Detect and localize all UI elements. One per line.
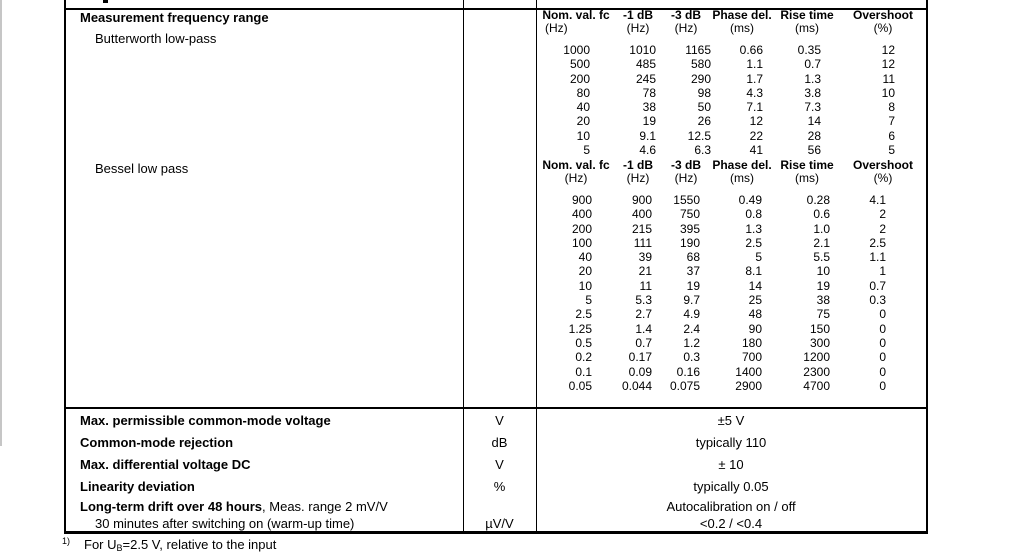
freq-data-cell: 400 (631, 207, 652, 222)
footnote-text-post: =2.5 V, relative to the input (122, 537, 277, 552)
freq-data-cell: 500 (569, 57, 590, 72)
freq-data-cell: 0 (879, 335, 886, 350)
filter-label-bessel: Bessel low pass (95, 161, 189, 176)
freq-data-cell: 3.8 (804, 85, 821, 100)
bessel-table-body (537, 193, 925, 393)
freq-data-row (537, 336, 925, 350)
column-unit: (%) (873, 21, 893, 35)
footnote-text-pre: For U (84, 537, 117, 552)
column-header: -1 dB (623, 158, 653, 172)
freq-data-cell: 0.7 (869, 278, 886, 293)
spec-unit: % (493, 478, 506, 494)
freq-data-row (537, 307, 925, 321)
freq-data-cell: 0.2 (575, 350, 592, 365)
freq-data-cell: 5 (755, 250, 762, 265)
freq-data-row (537, 114, 925, 128)
footnote-subscript: B (116, 543, 123, 553)
freq-data-cell: 0.17 (628, 350, 652, 365)
filter-label-butterworth: Butterworth low-pass (95, 31, 217, 46)
column-unit: (Hz) (674, 21, 698, 35)
freq-data-cell: 37 (686, 264, 700, 279)
freq-data-cell: 0.3 (683, 350, 700, 365)
freq-data-cell: 0.66 (739, 43, 763, 57)
freq-data-cell: 0.16 (676, 364, 700, 379)
freq-data-cell: 1.4 (635, 321, 652, 336)
freq-data-row (537, 222, 925, 236)
freq-data-cell: 0 (879, 307, 886, 322)
freq-data-row (537, 129, 925, 143)
freq-data-cell: 395 (679, 221, 700, 236)
freq-data-cell: 200 (571, 221, 592, 236)
freq-data-cell: 10 (881, 85, 895, 100)
butterworth-table (537, 9, 925, 157)
bessel-units-row (537, 172, 925, 193)
freq-data-cell: 8.1 (745, 264, 762, 279)
bessel-table (537, 159, 925, 393)
freq-data-cell: 580 (690, 57, 711, 72)
page-edge-strip (0, 0, 2, 446)
freq-data-row (537, 250, 925, 264)
freq-data-cell: 40 (578, 250, 592, 265)
freq-data-cell: 1200 (803, 350, 830, 365)
freq-data-cell: 1400 (735, 364, 762, 379)
clipped-text-remnant (103, 0, 108, 3)
freq-data-cell: 5 (585, 293, 592, 308)
freq-data-cell: 0.044 (621, 378, 652, 393)
freq-data-row (537, 100, 925, 114)
freq-data-row (537, 379, 925, 393)
freq-data-cell: 41 (749, 143, 763, 158)
freq-data-cell: 75 (816, 307, 830, 322)
freq-data-cell: 38 (642, 100, 656, 115)
freq-data-cell: 0.49 (738, 193, 762, 207)
spec-unit: dB (491, 434, 508, 450)
column-header: Phase del. (712, 8, 772, 22)
freq-data-row (537, 72, 925, 86)
freq-data-cell: 6 (888, 128, 895, 143)
freq-data-row (537, 293, 925, 307)
column-unit: (ms) (795, 21, 819, 35)
freq-data-cell: 0.5 (575, 335, 592, 350)
spec-row-differential-voltage (66, 453, 926, 475)
spec-value: <0.2 / <0.4 (699, 516, 763, 531)
freq-data-cell: 0.075 (669, 378, 700, 393)
freq-data-cell: 8 (888, 100, 895, 115)
spec-label: Linearity deviation (80, 478, 195, 494)
freq-data-cell: 12 (881, 57, 895, 72)
freq-data-cell: 190 (679, 235, 700, 250)
freq-data-cell: 400 (571, 207, 592, 222)
spec-row-long-term-drift (66, 497, 926, 515)
spec-value: ±5 V (717, 412, 745, 428)
butterworth-table-body (537, 43, 925, 157)
butterworth-units-row (537, 22, 925, 43)
spec-label: Common-mode rejection (80, 434, 234, 450)
spec-row-warm-up-time (66, 515, 926, 532)
freq-data-cell: 25 (748, 293, 762, 308)
spec-label: Max. permissible common-mode voltage (80, 412, 331, 428)
spec-value: ± 10 (718, 456, 744, 472)
freq-data-cell: 2300 (803, 364, 830, 379)
freq-data-cell: 900 (571, 193, 592, 207)
column-unit: (ms) (795, 171, 819, 185)
freq-data-cell: 1.1 (869, 250, 886, 265)
column-unit: (Hz) (564, 171, 588, 185)
column-unit: (Hz) (674, 171, 698, 185)
freq-data-cell: 1.7 (746, 71, 763, 86)
column-unit: (Hz) (626, 21, 650, 35)
column-unit: (ms) (730, 171, 754, 185)
spec-row-linearity-deviation (66, 475, 926, 497)
spec-unit: V (495, 456, 504, 472)
spec-label: Max. differential voltage DC (80, 456, 251, 472)
spec-label: 30 minutes after switching on (warm-up time) (95, 516, 355, 531)
spec-value: typically 110 (695, 434, 767, 450)
freq-data-cell: 38 (816, 293, 830, 308)
freq-data-cell: 1.0 (813, 221, 830, 236)
spec-value: Autocalibration on / off (666, 498, 796, 514)
freq-data-cell: 2.1 (813, 235, 830, 250)
freq-data-cell: 2.5 (745, 235, 762, 250)
freq-data-cell: 4.6 (639, 143, 656, 158)
freq-data-cell: 7 (888, 114, 895, 129)
footnote-marker: 1) (62, 536, 71, 546)
column-header: Nom. val. fc (542, 158, 610, 172)
column-unit: (%) (873, 171, 893, 185)
freq-data-row (537, 57, 925, 71)
freq-data-cell: 5.3 (635, 293, 652, 308)
specification-table (64, 0, 928, 534)
freq-data-cell: 80 (576, 85, 590, 100)
column-header: -3 dB (671, 158, 701, 172)
freq-data-cell: 2.4 (683, 321, 700, 336)
freq-data-cell: 6.3 (694, 143, 711, 158)
column-header: Rise time (780, 158, 834, 172)
spec-row-common-mode-voltage (66, 409, 926, 431)
freq-data-cell: 10 (578, 278, 592, 293)
freq-data-row (537, 43, 925, 57)
freq-data-cell: 0.3 (869, 293, 886, 308)
freq-data-cell: 12 (749, 114, 763, 129)
freq-data-cell: 0.6 (813, 207, 830, 222)
freq-data-cell: 7.1 (746, 100, 763, 115)
freq-data-cell: 1010 (629, 43, 656, 57)
freq-data-cell: 26 (697, 114, 711, 129)
freq-data-cell: 1.3 (745, 221, 762, 236)
freq-data-cell: 1.25 (568, 321, 592, 336)
freq-data-cell: 2 (879, 207, 886, 222)
column-unit: (Hz) (626, 171, 650, 185)
freq-data-cell: 5 (888, 143, 895, 158)
freq-data-cell: 2.5 (575, 307, 592, 322)
section-label-frequency-range: Measurement frequency range (80, 10, 269, 25)
spec-row-common-mode-rejection (66, 431, 926, 453)
freq-data-cell: 0 (879, 378, 886, 393)
freq-data-cell: 0 (879, 350, 886, 365)
freq-data-cell: 485 (635, 57, 656, 72)
freq-data-cell: 1.2 (683, 335, 700, 350)
freq-data-cell: 200 (569, 71, 590, 86)
freq-data-cell: 56 (807, 143, 821, 158)
freq-data-cell: 0 (879, 321, 886, 336)
freq-data-cell: 1165 (685, 43, 711, 57)
freq-data-cell: 4.3 (746, 85, 763, 100)
freq-data-cell: 0.35 (797, 43, 821, 57)
freq-data-cell: 40 (576, 100, 590, 115)
column-header: -1 dB (623, 8, 653, 22)
freq-data-cell: 750 (679, 207, 700, 222)
freq-data-cell: 4.9 (683, 307, 700, 322)
column-header: Overshoot (852, 158, 913, 172)
freq-data-cell: 180 (741, 335, 762, 350)
freq-data-cell: 0.7 (804, 57, 821, 72)
freq-data-cell: 1 (879, 264, 886, 279)
freq-data-cell: 2900 (735, 378, 762, 393)
column-unit: (ms) (730, 21, 754, 35)
freq-data-cell: 19 (686, 278, 700, 293)
freq-data-cell: 0.1 (575, 364, 592, 379)
footnote (62, 536, 276, 553)
freq-data-cell: 0.05 (568, 378, 592, 393)
column-header: Nom. val. fc (542, 8, 610, 22)
freq-data-cell: 12 (881, 43, 895, 57)
freq-data-cell: 12.5 (687, 128, 711, 143)
footnote-text (84, 537, 276, 552)
freq-data-cell: 150 (809, 321, 830, 336)
freq-data-cell: 0 (879, 364, 886, 379)
spec-rows (66, 409, 926, 532)
freq-data-cell: 4.1 (869, 193, 886, 207)
freq-data-cell: 11 (639, 278, 652, 293)
freq-data-cell: 700 (741, 350, 762, 365)
freq-data-cell: 90 (748, 321, 762, 336)
freq-data-row (537, 86, 925, 100)
spec-unit: µV/V (485, 516, 514, 531)
spec-unit: V (495, 412, 504, 428)
freq-data-cell: 1550 (673, 193, 700, 207)
freq-data-cell: 39 (638, 250, 652, 265)
freq-data-row (537, 322, 925, 336)
freq-data-cell: 0.28 (806, 193, 830, 207)
freq-data-cell: 22 (749, 128, 763, 143)
freq-data-cell: 14 (807, 114, 821, 129)
freq-data-cell: 9.1 (639, 128, 656, 143)
freq-data-row (537, 365, 925, 379)
freq-data-cell: 1000 (563, 43, 590, 57)
freq-data-cell: 98 (697, 85, 711, 100)
freq-data-row (537, 236, 925, 250)
freq-data-cell: 50 (697, 100, 711, 115)
column-unit: (Hz) (545, 21, 568, 35)
freq-data-cell: 2 (879, 221, 886, 236)
freq-data-row (537, 264, 925, 278)
freq-data-cell: 290 (690, 71, 711, 86)
freq-data-cell: 28 (807, 128, 821, 143)
column-header: -3 dB (671, 8, 701, 22)
column-header: Overshoot (852, 8, 913, 22)
freq-data-row (537, 350, 925, 364)
freq-data-row (537, 193, 925, 207)
freq-data-cell: 10 (816, 264, 830, 279)
freq-data-cell: 4700 (803, 378, 830, 393)
freq-data-row (537, 143, 925, 157)
column-header: Rise time (780, 8, 834, 22)
freq-data-cell: 0.09 (628, 364, 652, 379)
spec-value: typically 0.05 (693, 478, 769, 494)
freq-data-cell: 7.3 (804, 100, 821, 115)
spec-label (66, 499, 463, 514)
freq-data-cell: 5.5 (813, 250, 830, 265)
freq-data-cell: 111 (633, 235, 652, 250)
spec-label-bold: Long-term drift over 48 hours (80, 498, 263, 514)
freq-data-cell: 19 (642, 114, 656, 129)
spec-label-suffix: , Meas. range 2 mV/V (262, 498, 388, 514)
freq-data-cell: 20 (578, 264, 592, 279)
freq-data-cell: 1.3 (804, 71, 821, 86)
freq-data-cell: 0.8 (745, 207, 762, 222)
freq-data-cell: 1.1 (746, 57, 763, 72)
freq-data-cell: 9.7 (683, 293, 700, 308)
freq-data-row (537, 207, 925, 221)
freq-data-cell: 300 (809, 335, 830, 350)
freq-data-cell: 2.7 (635, 307, 652, 322)
freq-data-cell: 78 (642, 85, 656, 100)
freq-data-cell: 245 (635, 71, 656, 86)
freq-data-cell: 48 (748, 307, 762, 322)
freq-data-cell: 19 (816, 278, 830, 293)
freq-data-cell: 10 (576, 128, 590, 143)
freq-data-cell: 14 (748, 278, 762, 293)
freq-data-cell: 68 (686, 250, 700, 265)
freq-data-cell: 215 (631, 221, 652, 236)
freq-data-row (537, 279, 925, 293)
freq-data-cell: 100 (571, 235, 592, 250)
freq-data-cell: 5 (583, 143, 590, 158)
freq-data-cell: 20 (576, 114, 590, 129)
freq-data-cell: 0.7 (635, 335, 652, 350)
freq-data-cell: 2.5 (869, 235, 886, 250)
freq-data-cell: 900 (631, 193, 652, 207)
column-header: Phase del. (712, 158, 772, 172)
freq-data-cell: 11 (882, 71, 895, 86)
freq-data-cell: 21 (638, 264, 652, 279)
